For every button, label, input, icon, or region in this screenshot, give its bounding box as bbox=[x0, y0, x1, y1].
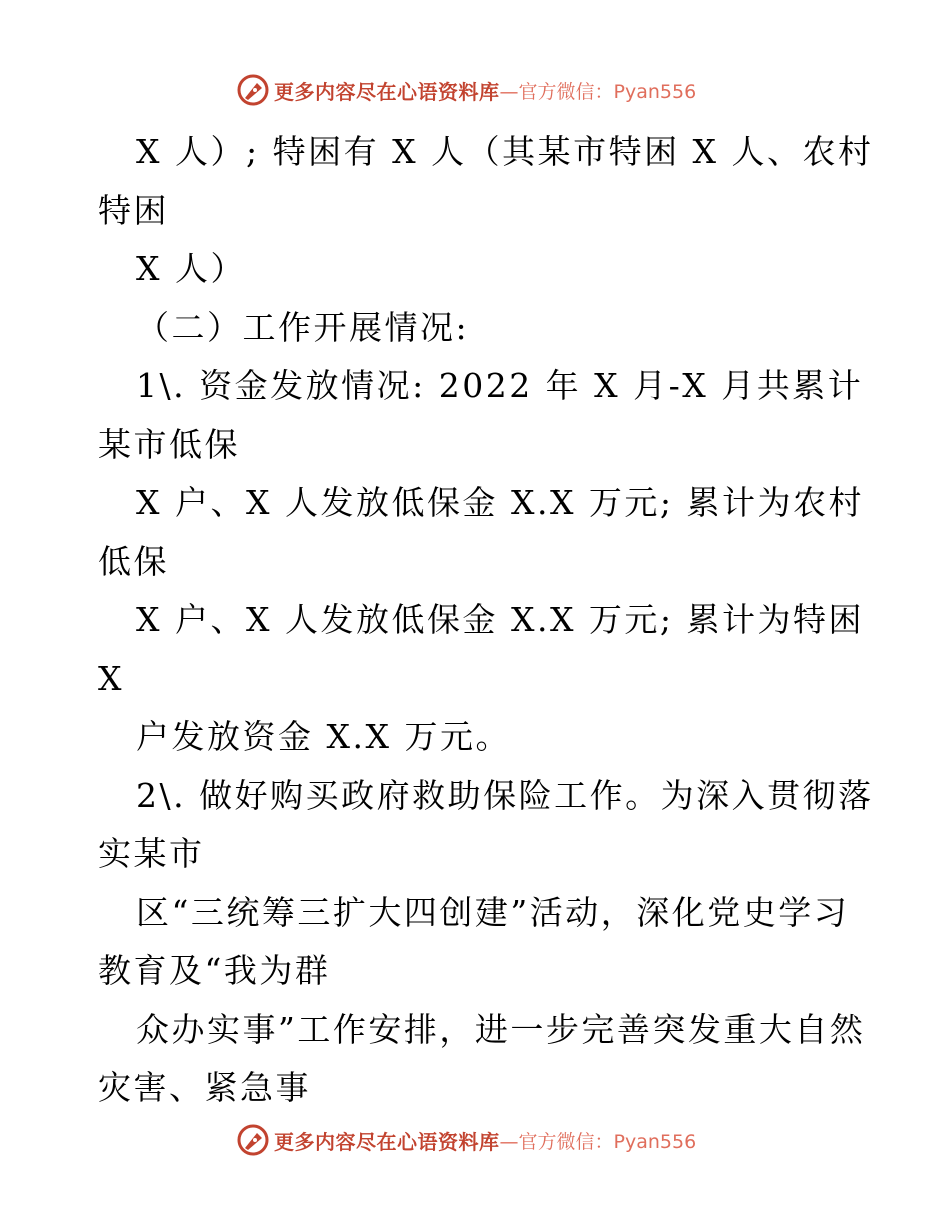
text-line: 众办实事”工作安排，进一步完善突发重大自然 bbox=[136, 1009, 866, 1049]
text-line: 区“三统筹三扩大四创建”活动，深化党史学习 bbox=[136, 892, 850, 932]
text-line: X 人） bbox=[136, 249, 246, 288]
text-line: 灾害、紧急事 bbox=[98, 1068, 311, 1107]
text-line: 实某市 bbox=[98, 834, 205, 873]
watermark-sub-text: —官方微信：Pyan556 bbox=[499, 1130, 697, 1153]
pen-nib-logo-icon bbox=[236, 73, 270, 107]
footer-watermark bbox=[236, 1123, 696, 1157]
watermark-main-text: 更多内容尽在心语资料库 bbox=[274, 79, 500, 104]
text-line: 低保 bbox=[98, 541, 169, 581]
text-line: 特困 bbox=[98, 190, 169, 230]
text-line: X bbox=[98, 658, 124, 698]
text-line: X 户、X 人发放低保金 X.X 万元; 累计为农村 bbox=[136, 483, 865, 522]
document-body bbox=[98, 123, 874, 1118]
text-line: 某市低保 bbox=[98, 424, 240, 464]
text-line: 2\. 做好购买政府救助保险工作。为深入贯彻落 bbox=[136, 775, 874, 815]
header-watermark bbox=[236, 73, 696, 107]
text-line: 1\. 资金发放情况: 2022 年 X 月-X 月共累计 bbox=[136, 366, 864, 405]
section-heading: （二）工作开展情况: bbox=[136, 307, 470, 347]
text-line: 教育及“我为群 bbox=[98, 951, 331, 990]
pen-nib-logo-icon bbox=[236, 1123, 270, 1157]
text-line: X 户、X 人发放低保金 X.X 万元; 累计为特困 bbox=[136, 600, 865, 639]
text-line: X 人）; 特困有 X 人（其某市特困 X 人、农村 bbox=[136, 132, 874, 171]
watermark-main-text: 更多内容尽在心语资料库 bbox=[274, 1129, 500, 1154]
text-line: 户发放资金 X.X 万元。 bbox=[136, 717, 511, 756]
watermark-sub-text: —官方微信：Pyan556 bbox=[499, 80, 697, 103]
